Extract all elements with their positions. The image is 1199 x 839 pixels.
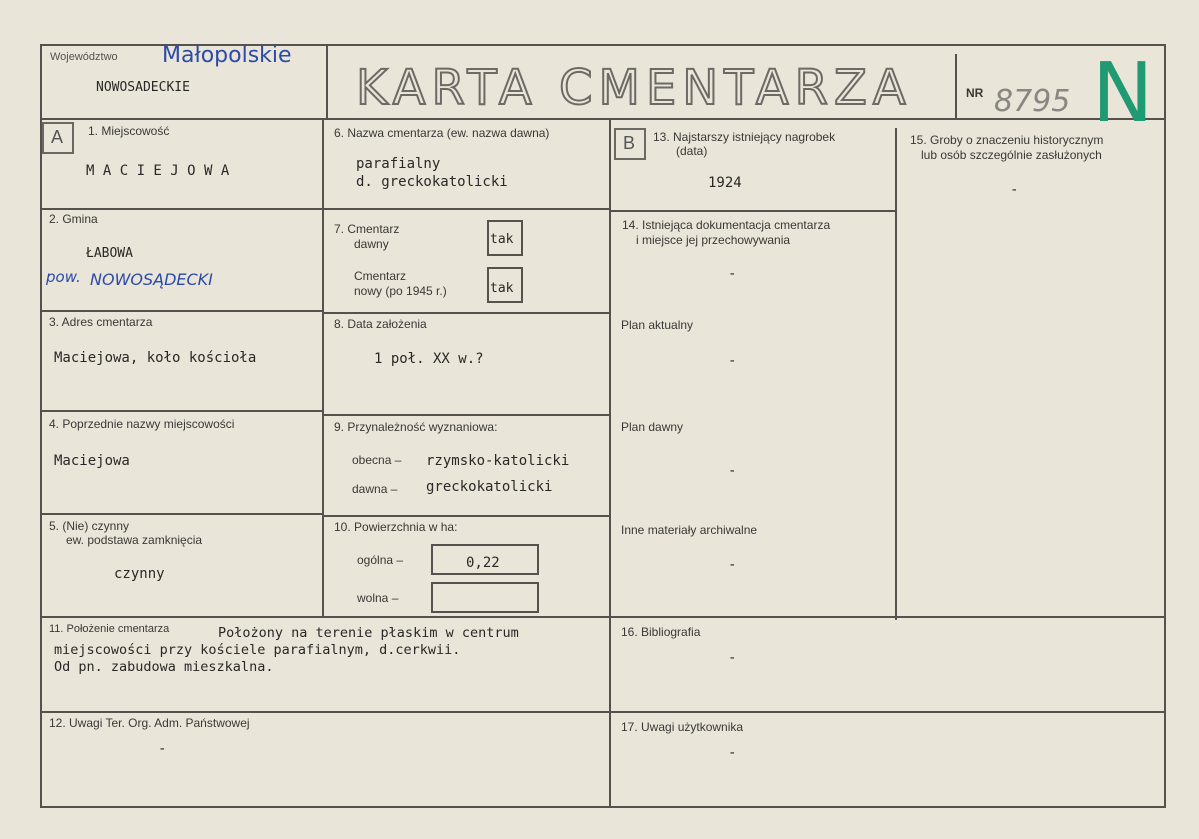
plan-aktualny-label: Plan aktualny xyxy=(621,318,694,332)
row-line-b1 xyxy=(322,208,611,210)
f10-ogolna-value: 0,22 xyxy=(466,555,500,571)
plan-aktualny-value: - xyxy=(728,353,737,369)
f13-label-1: 13. Najstarszy istniejący nagrobek xyxy=(653,130,836,144)
f2-hand-prefix: pow. xyxy=(46,268,81,286)
section-a-letter: A xyxy=(51,127,64,147)
card-title: KARTA CMENTARZA xyxy=(356,60,912,116)
f15-value: - xyxy=(1010,182,1019,198)
f11-value-3: Od pn. zabudowa mieszkalna. xyxy=(54,659,274,675)
f10-wolna-box xyxy=(431,582,539,613)
section-a-badge xyxy=(42,122,74,154)
frame-right xyxy=(1164,44,1166,808)
f16-label: 16. Bibliografia xyxy=(621,625,701,639)
f11-value-2: miejscowości przy kościele parafialnym, d.cerkwii. xyxy=(54,642,461,658)
col-divider-2 xyxy=(609,118,611,808)
row-line-b2 xyxy=(322,312,611,314)
row-line-a3 xyxy=(40,410,324,412)
f14-label-2: i miejsce jej przechowywania xyxy=(636,233,791,247)
f3-label: 3. Adres cmentarza xyxy=(49,315,153,329)
f17-value: - xyxy=(728,745,737,761)
row-line-a4 xyxy=(40,513,324,515)
frame-left xyxy=(40,44,42,808)
f9-obecna-value: rzymsko-katolicki xyxy=(426,453,570,469)
inne-materialy-label: Inne materiały archiwalne xyxy=(621,523,758,537)
col-divider-1 xyxy=(322,118,324,618)
row-line-main xyxy=(40,616,1166,618)
f15-label-2: lub osób szczególnie zasłużonych xyxy=(921,148,1102,162)
f8-value: 1 poł. XX w.? xyxy=(374,351,484,367)
f6-value-2: d. greckokatolicki xyxy=(356,174,508,190)
inne-materialy-value: - xyxy=(728,557,737,573)
nr-value: 8795 xyxy=(994,84,1071,119)
voivodeship-stamp: Małopolskie xyxy=(162,43,292,68)
f10-ogolna-label: ogólna – xyxy=(357,553,404,567)
f7-dawny-value: tak xyxy=(490,232,514,247)
f5-value: czynny xyxy=(114,566,165,582)
header-divider-2 xyxy=(955,54,957,120)
f11-value-1: Położony na terenie płaskim w centrum xyxy=(218,625,519,641)
f7-nowy-label-1: Cmentarz xyxy=(354,269,407,283)
f14-value: - xyxy=(728,266,737,282)
f5-label-1: 5. (Nie) czynny xyxy=(49,519,130,533)
f15-label-1: 15. Groby o znaczeniu historycznym xyxy=(910,133,1104,147)
f4-label: 4. Poprzednie nazwy miejscowości xyxy=(49,417,235,431)
f12-label: 12. Uwagi Ter. Org. Adm. Państwowej xyxy=(49,716,250,730)
voivodeship-label: Województwo xyxy=(50,51,118,63)
f7-dawny-label: dawny xyxy=(354,237,389,251)
f9-label: 9. Przynależność wyznaniowa: xyxy=(334,420,498,434)
f13-value: 1924 xyxy=(708,175,742,191)
category-mark: N xyxy=(1092,46,1154,141)
row-line-b3 xyxy=(322,414,611,416)
f10-wolna-label: wolna – xyxy=(357,591,399,605)
f9-obecna-label: obecna – xyxy=(352,453,402,467)
f12-value: - xyxy=(158,741,167,757)
section-b-letter: B xyxy=(623,133,636,153)
f14-label-1: 14. Istniejąca dokumentacja cmentarza xyxy=(622,218,831,232)
f2-hand-value: NOWOSĄDECKI xyxy=(90,270,213,289)
plan-dawny-value: - xyxy=(728,463,737,479)
f9-dawna-label: dawna – xyxy=(352,482,398,496)
f11-label: 11. Położenie cmentarza xyxy=(49,623,170,635)
f16-value: - xyxy=(728,650,737,666)
header-divider-1 xyxy=(326,44,328,120)
nr-label: NR xyxy=(966,86,984,100)
row-line-lower xyxy=(40,711,1166,713)
f6-value-1: parafialny xyxy=(356,156,441,172)
f2-label: 2. Gmina xyxy=(49,212,98,226)
plan-dawny-label: Plan dawny xyxy=(621,420,684,434)
f3-value: Maciejowa, koło kościoła xyxy=(54,350,257,366)
row-line-c1 xyxy=(609,210,897,212)
f13-label-2: (data) xyxy=(676,144,708,158)
f4-value: Maciejowa xyxy=(54,453,130,469)
f1-value: M A C I E J O W A xyxy=(86,163,230,179)
f10-label: 10. Powierzchnia w ha: xyxy=(334,520,458,534)
col-divider-3 xyxy=(895,128,897,620)
row-line-b4 xyxy=(322,515,611,517)
frame-bottom xyxy=(40,806,1166,808)
f2-value: ŁABOWA xyxy=(86,246,133,261)
f1-label: 1. Miejscowość xyxy=(88,124,170,138)
section-b-badge xyxy=(614,128,646,160)
f6-label: 6. Nazwa cmentarza (ew. nazwa dawna) xyxy=(334,126,550,140)
voivodeship-typed: NOWOSADECKIE xyxy=(96,80,190,95)
f7-nowy-label-2: nowy (po 1945 r.) xyxy=(354,284,447,298)
f9-dawna-value: greckokatolicki xyxy=(426,479,553,495)
row-line-a2 xyxy=(40,310,324,312)
f8-label: 8. Data założenia xyxy=(334,317,427,331)
f17-label: 17. Uwagi użytkownika xyxy=(621,720,744,734)
f7-label: 7. Cmentarz xyxy=(334,222,400,236)
f5-label-2: ew. podstawa zamknięcia xyxy=(66,533,203,547)
row-line-a1 xyxy=(40,208,324,210)
f7-nowy-value: tak xyxy=(490,281,514,296)
